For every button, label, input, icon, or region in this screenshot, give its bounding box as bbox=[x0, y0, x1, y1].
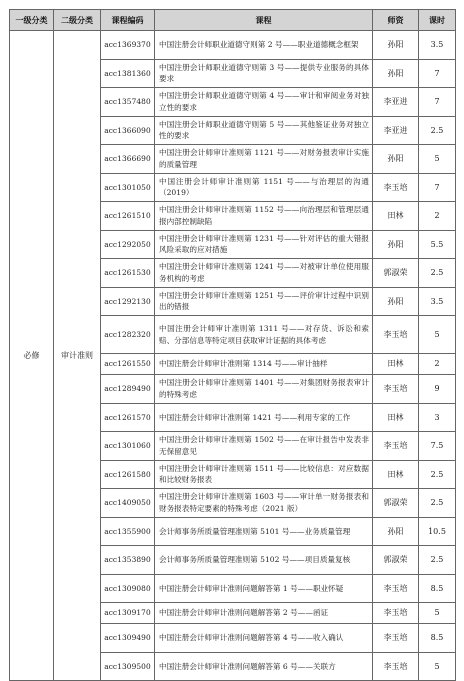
cell-hours: 10.5 bbox=[419, 517, 456, 546]
cell-code: acc1409050 bbox=[101, 489, 155, 518]
cell-teacher: 李玉培 bbox=[373, 316, 419, 354]
cell-course: 中国注册会计师审计准则第 1314 号——审计抽样 bbox=[155, 354, 373, 375]
cell-code: acc1292050 bbox=[101, 230, 155, 259]
cell-code: acc1292130 bbox=[101, 287, 155, 316]
cell-course: 中国注册会计师审计准则第 1502 号——在审计报告中发表非无保留意见 bbox=[155, 432, 373, 461]
cell-hours: 2.5 bbox=[419, 489, 456, 518]
cell-hours: 2.5 bbox=[419, 116, 456, 145]
cell-course: 中国注册会计师审计准则第 1311 号——对存货、诉讼和索赔、分部信息等特定项目获取审计证据的具体考虑 bbox=[155, 316, 373, 354]
cell-hours: 5 bbox=[419, 652, 456, 681]
cell-hours: 5 bbox=[419, 145, 456, 174]
cell-hours: 2.5 bbox=[419, 460, 456, 489]
cell-code: acc1301060 bbox=[101, 432, 155, 461]
header-cat1: 一级分类 bbox=[10, 10, 54, 31]
cell-hours: 2 bbox=[419, 354, 456, 375]
cell-code: acc1261580 bbox=[101, 460, 155, 489]
cell-teacher: 郭淑荣 bbox=[373, 546, 419, 575]
cell-teacher: 孙阳 bbox=[373, 59, 419, 88]
cell-code: acc1353890 bbox=[101, 546, 155, 575]
cell-hours: 2 bbox=[419, 202, 456, 231]
cell-hours: 7 bbox=[419, 88, 456, 117]
cell-course: 中国注册会计师审计准则问题解答第 6 号——关联方 bbox=[155, 652, 373, 681]
cell-teacher: 李玉培 bbox=[373, 574, 419, 603]
cell-course: 中国注册会计师审计准则第 1421 号——利用专家的工作 bbox=[155, 403, 373, 432]
cell-course: 中国注册会计师职业道德守则第 2 号——职业道德概念框架 bbox=[155, 31, 373, 60]
cell-cat2: 审计准则 bbox=[54, 31, 101, 681]
cell-teacher: 李玉培 bbox=[373, 603, 419, 624]
cell-code: acc1357480 bbox=[101, 88, 155, 117]
course-table-container bbox=[9, 9, 456, 681]
cell-course: 中国注册会计师职业道德守则第 5 号——其他鉴证业务对独立性的要求 bbox=[155, 116, 373, 145]
cell-code: acc1282320 bbox=[101, 316, 155, 354]
cell-teacher: 李玉培 bbox=[373, 652, 419, 681]
cell-hours: 3.5 bbox=[419, 31, 456, 60]
cell-code: acc1309080 bbox=[101, 574, 155, 603]
cell-hours: 2.5 bbox=[419, 259, 456, 288]
cell-teacher: 李玉培 bbox=[373, 173, 419, 202]
cell-teacher: 孙阳 bbox=[373, 517, 419, 546]
cell-hours: 3 bbox=[419, 403, 456, 432]
header-hours: 课时 bbox=[419, 10, 456, 31]
cell-teacher: 田林 bbox=[373, 202, 419, 231]
cell-code: acc1369370 bbox=[101, 31, 155, 60]
cell-course: 中国注册会计师审计准则第 1251 号——评价审计过程中识别出的错报 bbox=[155, 287, 373, 316]
cell-course: 中国注册会计师职业道德守则第 4 号——审计和审阅业务对独立性的要求 bbox=[155, 88, 373, 117]
cell-course: 中国注册会计师审计准则问题解答第 4 号——收入确认 bbox=[155, 624, 373, 653]
cell-teacher: 李玉培 bbox=[373, 432, 419, 461]
table-header-row bbox=[10, 10, 456, 31]
cell-course: 中国注册会计师审计准则第 1151 号——与治理层的沟通（2019） bbox=[155, 173, 373, 202]
cell-teacher: 孙阳 bbox=[373, 145, 419, 174]
cell-code: acc1261530 bbox=[101, 259, 155, 288]
cell-teacher: 田林 bbox=[373, 354, 419, 375]
cell-code: acc1355900 bbox=[101, 517, 155, 546]
cell-teacher: 郭淑荣 bbox=[373, 489, 419, 518]
cell-course: 中国注册会计师审计准则第 1231 号——针对评估的重大错报风险采取的应对措施 bbox=[155, 230, 373, 259]
cell-course: 中国注册会计师审计准则第 1401 号——对集团财务报表审计的特殊考虑 bbox=[155, 375, 373, 404]
cell-course: 会计师事务所质量管理准则第 5102 号——项目质量复核 bbox=[155, 546, 373, 575]
cell-code: acc1309170 bbox=[101, 603, 155, 624]
cell-course: 会计师事务所质量管理准则第 5101 号——业务质量管理 bbox=[155, 517, 373, 546]
cell-teacher: 李玉培 bbox=[373, 375, 419, 404]
table-body bbox=[10, 31, 456, 681]
cell-course: 中国注册会计师审计准则问题解答第 1 号——职业怀疑 bbox=[155, 574, 373, 603]
cell-hours: 7 bbox=[419, 59, 456, 88]
cell-teacher: 孙阳 bbox=[373, 287, 419, 316]
course-table bbox=[9, 9, 456, 681]
cell-code: acc1301050 bbox=[101, 173, 155, 202]
cell-hours: 5 bbox=[419, 316, 456, 354]
header-cat2: 二级分类 bbox=[54, 10, 101, 31]
cell-teacher: 李亚进 bbox=[373, 88, 419, 117]
cell-teacher: 孙阳 bbox=[373, 230, 419, 259]
cell-code: acc1366690 bbox=[101, 145, 155, 174]
cell-teacher: 田林 bbox=[373, 403, 419, 432]
cell-hours: 8.5 bbox=[419, 624, 456, 653]
cell-code: acc1261510 bbox=[101, 202, 155, 231]
cell-code: acc1309490 bbox=[101, 624, 155, 653]
cell-course: 中国注册会计师审计准则第 1121 号——对财务报表审计实施的质量管理 bbox=[155, 145, 373, 174]
cell-code: acc1261550 bbox=[101, 354, 155, 375]
cell-cat1: 必修 bbox=[10, 31, 54, 681]
cell-code: acc1261570 bbox=[101, 403, 155, 432]
cell-hours: 7 bbox=[419, 173, 456, 202]
cell-hours: 8.5 bbox=[419, 574, 456, 603]
cell-teacher: 李玉培 bbox=[373, 624, 419, 653]
cell-code: acc1366090 bbox=[101, 116, 155, 145]
cell-hours: 5 bbox=[419, 603, 456, 624]
cell-course: 中国注册会计师职业道德守则第 3 号——提供专业服务的具体要求 bbox=[155, 59, 373, 88]
cell-hours: 5.5 bbox=[419, 230, 456, 259]
cell-course: 中国注册会计师审计准则第 1603 号——审计单一财务报表和财务报表特定要素的特殊考虑（2021 版） bbox=[155, 489, 373, 518]
cell-teacher: 李亚进 bbox=[373, 116, 419, 145]
cell-hours: 3.5 bbox=[419, 287, 456, 316]
cell-teacher: 田林 bbox=[373, 460, 419, 489]
cell-hours: 9 bbox=[419, 375, 456, 404]
cell-course: 中国注册会计师审计准则第 1511 号——比较信息：对应数据和比较财务报表 bbox=[155, 460, 373, 489]
cell-course: 中国注册会计师审计准则问题解答第 2 号——函证 bbox=[155, 603, 373, 624]
cell-hours: 2.5 bbox=[419, 546, 456, 575]
cell-course: 中国注册会计师审计准则第 1152 号——向治理层和管理层通报内部控制缺陷 bbox=[155, 202, 373, 231]
cell-code: acc1289490 bbox=[101, 375, 155, 404]
cell-teacher: 孙阳 bbox=[373, 31, 419, 60]
cell-hours: 7.5 bbox=[419, 432, 456, 461]
cell-code: acc1309500 bbox=[101, 652, 155, 681]
cell-teacher: 郭淑荣 bbox=[373, 259, 419, 288]
header-code: 课程编码 bbox=[101, 10, 155, 31]
table-row bbox=[10, 31, 456, 60]
header-course: 课程 bbox=[155, 10, 373, 31]
cell-code: acc1381360 bbox=[101, 59, 155, 88]
cell-course: 中国注册会计师审计准则第 1241 号——对被审计单位使用服务机构的考虑 bbox=[155, 259, 373, 288]
header-teacher: 师资 bbox=[373, 10, 419, 31]
